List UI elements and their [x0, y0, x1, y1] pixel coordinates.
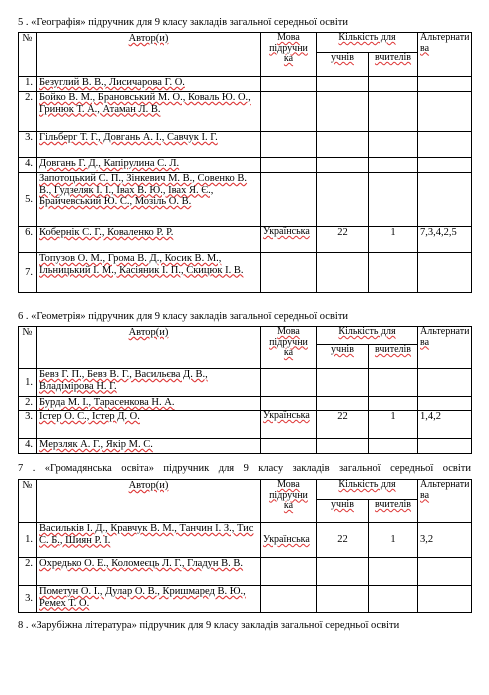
textbook-table [18, 32, 472, 293]
row-author: Бойко В. М., Брановський М. О., Коваль Ю. О., Гринюк Т. А., Атаман Л. В. [37, 92, 261, 132]
row-alt: 7,3,4,2,5 [418, 227, 472, 253]
col-lang-header: Мова підручни ка [261, 480, 317, 523]
table-row [19, 586, 472, 613]
row-alt [418, 439, 472, 454]
col-count-header: Кількість для [317, 33, 418, 53]
row-author: Безуглий В. В., Лисичарова Г. О. [37, 77, 261, 92]
row-lang [261, 397, 317, 411]
table-row [19, 253, 472, 293]
row-alt [418, 586, 472, 613]
row-teachers: 1 [369, 523, 418, 558]
row-teachers [369, 397, 418, 411]
row-students [317, 439, 369, 454]
row-number: 2. [19, 397, 37, 411]
col-lang-header: Мова підручни ка [261, 327, 317, 369]
row-teachers [369, 439, 418, 454]
col-teachers-header: вчителів [369, 500, 418, 523]
table-row [19, 77, 472, 92]
section-heading: 8 . «Зарубіжна література» підручник для 9 класу закладів загальної середньої освіти [18, 620, 400, 631]
table-row [19, 173, 472, 227]
row-lang: Українська [261, 227, 317, 253]
table-row [19, 558, 472, 586]
row-alt [418, 558, 472, 586]
section-heading: 7 . «Громадянська освіта» підручник для 9 класу закладів загальної середньої освіти [18, 463, 471, 474]
col-lang-header: Мова підручни ка [261, 33, 317, 77]
row-alt [418, 92, 472, 132]
row-students [317, 92, 369, 132]
row-lang [261, 253, 317, 293]
section-heading: 6 . «Геометрія» підручник для 9 класу закладів загальної середньої освіти [18, 311, 349, 322]
row-lang [261, 92, 317, 132]
row-author: Бурда М. І., Тарасенкова Н. А. [37, 397, 261, 411]
row-author: Васильків І. Д., Кравчук В. М., Танчин І. З., Тис С. Б., Шиян Р. І. [37, 523, 261, 558]
row-author: Кобернік С. Г., Коваленко Р. Р. [37, 227, 261, 253]
row-teachers: 1 [369, 227, 418, 253]
row-students [317, 558, 369, 586]
row-teachers [369, 132, 418, 158]
row-teachers [369, 158, 418, 173]
row-author: Топузов О. М., Грома В. Д., Косик В. М., Ільницький І. М., Касіяник І. П., Скицюк І. В. [37, 253, 261, 293]
col-num-header: № [19, 480, 37, 523]
row-author: Пометун О. І., Дулар О. В., Кришмаред В. Ю., Ремех Т. О. [37, 586, 261, 613]
row-number: 1. [19, 523, 37, 558]
col-alt-header: Альтернати ва [418, 480, 472, 523]
col-teachers-header: вчителів [369, 345, 418, 369]
row-lang [261, 586, 317, 613]
row-teachers [369, 173, 418, 227]
col-students-header: учнів [317, 345, 369, 369]
row-alt [418, 253, 472, 293]
row-author: Гільберг Т. Г., Довгань А. І., Савчук І. Г. [37, 132, 261, 158]
row-alt [418, 132, 472, 158]
row-lang [261, 439, 317, 454]
row-number: 3. [19, 586, 37, 613]
row-students [317, 173, 369, 227]
section-heading: 5 . «Географія» підручник для 9 класу закладів загальної середньої освіти [18, 17, 348, 28]
row-lang: Українська [261, 523, 317, 558]
row-students [317, 132, 369, 158]
col-author-header: Автор(и) [37, 327, 261, 369]
table-row [19, 411, 472, 439]
row-number: 2. [19, 558, 37, 586]
row-alt: 1,4,2 [418, 411, 472, 439]
row-number: 5. [19, 173, 37, 227]
row-students [317, 158, 369, 173]
row-lang [261, 369, 317, 397]
row-alt [418, 397, 472, 411]
textbook-table [18, 479, 472, 613]
col-count-header: Кількість для [317, 480, 418, 500]
col-teachers-header: вчителів [369, 53, 418, 77]
row-author: Охредько О. Е., Коломеєць Л. Г., Гладун В. В. [37, 558, 261, 586]
table-row [19, 397, 472, 411]
row-number: 3. [19, 411, 37, 439]
table-row [19, 158, 472, 173]
row-author: Істер О. С., Істер Д. О. [37, 411, 261, 439]
row-students [317, 369, 369, 397]
table-row [19, 439, 472, 454]
row-teachers [369, 92, 418, 132]
row-lang: Українська [261, 411, 317, 439]
table-row [19, 92, 472, 132]
row-lang [261, 158, 317, 173]
row-lang [261, 173, 317, 227]
row-alt [418, 77, 472, 92]
row-lang [261, 132, 317, 158]
textbook-table [18, 326, 472, 454]
col-alt-header: Альтернати ва [418, 327, 472, 369]
row-alt [418, 173, 472, 227]
row-number: 4. [19, 439, 37, 454]
row-author: Довгань Г. Д., Капірулина С. Л. [37, 158, 261, 173]
row-author: Мерзляк А. Г., Якір М. С. [37, 439, 261, 454]
row-students [317, 77, 369, 92]
table-row [19, 369, 472, 397]
row-lang [261, 77, 317, 92]
row-teachers: 1 [369, 411, 418, 439]
col-author-header: Автор(и) [37, 480, 261, 523]
table-row [19, 227, 472, 253]
col-students-header: учнів [317, 53, 369, 77]
row-students [317, 253, 369, 293]
col-students-header: учнів [317, 500, 369, 523]
row-students: 22 [317, 411, 369, 439]
row-alt [418, 369, 472, 397]
row-number: 3. [19, 132, 37, 158]
row-teachers [369, 369, 418, 397]
row-number: 7. [19, 253, 37, 293]
row-alt: 3,2 [418, 523, 472, 558]
col-alt-header: Альтернати ва [418, 33, 472, 77]
row-author: Бевз Г. П., Бевз В. Г., Васильєва Д. В., Владімірова Н. Г. [37, 369, 261, 397]
row-lang [261, 558, 317, 586]
col-num-header: № [19, 33, 37, 77]
row-teachers [369, 253, 418, 293]
row-teachers [369, 558, 418, 586]
table-row [19, 523, 472, 558]
row-number: 1. [19, 77, 37, 92]
row-number: 6. [19, 227, 37, 253]
col-count-header: Кількість для [317, 327, 418, 345]
row-teachers [369, 77, 418, 92]
col-author-header: Автор(и) [37, 33, 261, 77]
row-teachers [369, 586, 418, 613]
row-students [317, 397, 369, 411]
col-num-header: № [19, 327, 37, 369]
row-author: Запотоцький С. П., Зінкевич М. В., Совенко В. В., Гудзеляк І. І., Івах В. Ю., Івах Я. Є., Брайчевський Ю. С., Мозіль О. В. [37, 173, 261, 227]
row-number: 4. [19, 158, 37, 173]
row-alt [418, 158, 472, 173]
row-number: 2. [19, 92, 37, 132]
row-students: 22 [317, 227, 369, 253]
row-students [317, 586, 369, 613]
row-students: 22 [317, 523, 369, 558]
row-number: 1. [19, 369, 37, 397]
table-row [19, 132, 472, 158]
